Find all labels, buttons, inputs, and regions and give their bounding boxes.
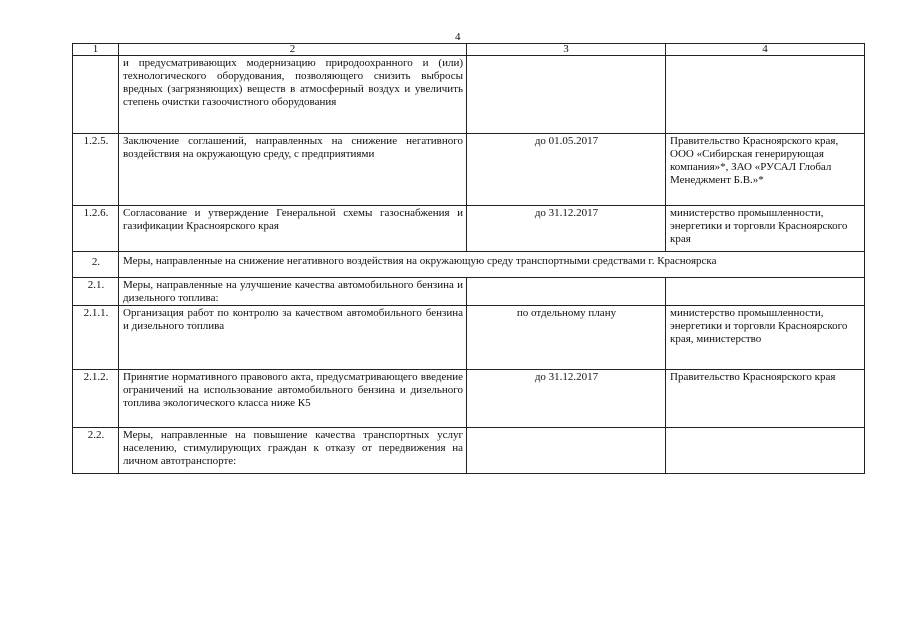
measures-table (72, 43, 865, 474)
column-header: 3 (467, 44, 666, 56)
measure-text: Организация работ по контролю за качеством автомобильного бензина и дизельного топлива (119, 306, 467, 370)
responsible (666, 278, 865, 306)
deadline (467, 428, 666, 474)
deadline: до 01.05.2017 (467, 134, 666, 206)
page-number: 4 (455, 31, 461, 43)
row-number: 2.1.2. (73, 370, 119, 428)
measure-text: и предусматривающих модернизацию природоохранного и (или) технологического оборудования, позволяющего снизить выбросы вредных (загрязняющих) веществ в атмосферный воздух и увеличить степень очистки газоочистного оборудования (119, 56, 467, 134)
responsible: министерство промышленности, энергетики и торговли Красноярского края (666, 206, 865, 252)
table-row (73, 306, 865, 370)
table-row (73, 428, 865, 474)
measure-text: Принятие нормативного правового акта, предусматривающего введение ограничений на использование автомобильного бензина и дизельного топлива экологического класса ниже К5 (119, 370, 467, 428)
row-number: 2.1.1. (73, 306, 119, 370)
section-title: Меры, направленные на снижение негативного воздействия на окружающую среду транспортными средствами г. Красноярска (119, 252, 865, 278)
responsible: Правительство Красноярского края (666, 370, 865, 428)
column-header: 4 (666, 44, 865, 56)
responsible: Правительство Красноярского края, ООО «Сибирская генерирующая компания»*, ЗАО «РУСАЛ Глобал Менеджмент Б.В.»* (666, 134, 865, 206)
deadline (467, 56, 666, 134)
deadline: по отдельному плану (467, 306, 666, 370)
table-row (73, 56, 865, 134)
row-number: 2.2. (73, 428, 119, 474)
responsible (666, 56, 865, 134)
column-header: 1 (73, 44, 119, 56)
row-number (73, 56, 119, 134)
deadline: до 31.12.2017 (467, 206, 666, 252)
table-row (73, 278, 865, 306)
deadline (467, 278, 666, 306)
deadline: до 31.12.2017 (467, 370, 666, 428)
table-row (73, 134, 865, 206)
row-number: 2. (73, 252, 119, 278)
responsible: министерство промышленности, энергетики и торговли Красноярского края, министерство (666, 306, 865, 370)
table-row (73, 370, 865, 428)
row-number: 2.1. (73, 278, 119, 306)
table-header-row (73, 44, 865, 56)
measure-text: Согласование и утверждение Генеральной схемы газоснабжения и газификации Красноярского края (119, 206, 467, 252)
measure-text: Меры, направленные на улучшение качества автомобильного бензина и дизельного топлива: (119, 278, 467, 306)
table-row (73, 206, 865, 252)
responsible (666, 428, 865, 474)
row-number: 1.2.6. (73, 206, 119, 252)
section-row (73, 252, 865, 278)
column-header: 2 (119, 44, 467, 56)
row-number: 1.2.5. (73, 134, 119, 206)
measure-text: Заключение соглашений, направленных на снижение негативного воздействия на окружающую среду, с предприятиями (119, 134, 467, 206)
measure-text: Меры, направленные на повышение качества транспортных услуг населению, стимулирующих граждан к отказу от передвижения на личном автотранспорте: (119, 428, 467, 474)
